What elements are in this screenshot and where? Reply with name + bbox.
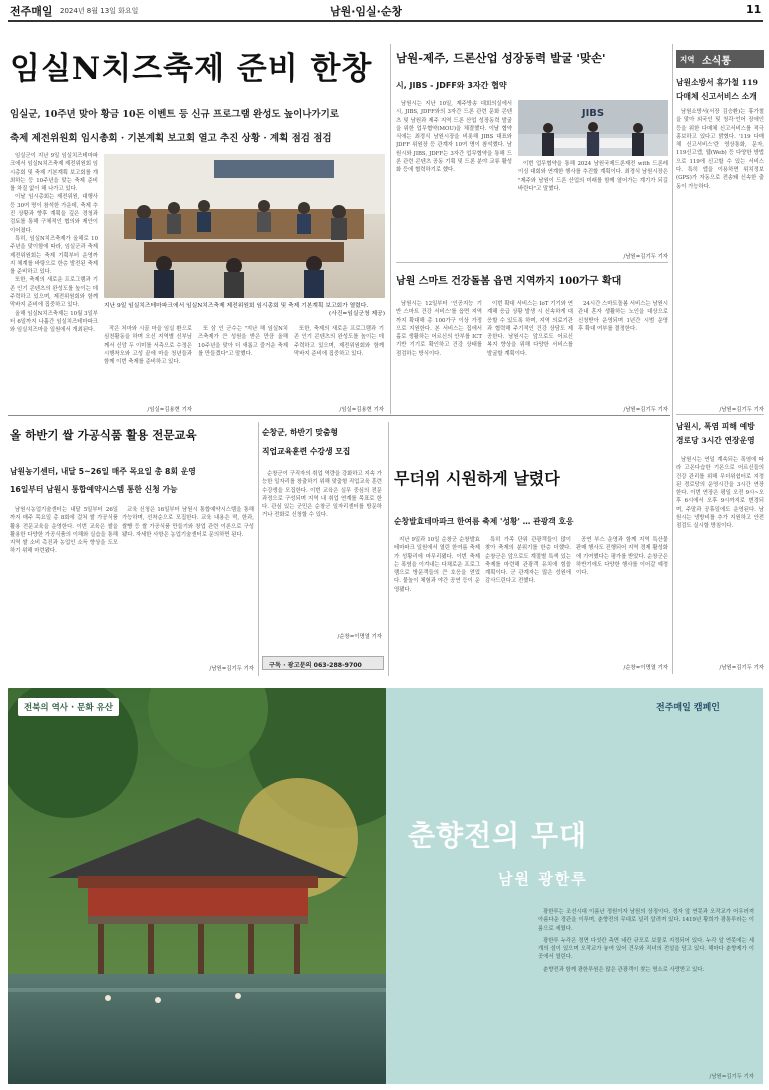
- subscription-ad-box: [262, 656, 384, 670]
- jibs-column-1: 남원시는 지난 10일, 제주방송 대회의실에서 시, JIBS, JDFF와의 3자간 드론 관련 문화 콘텐츠 및 남원과 제주 지역 드론 산업 성장동력 발굴을 위한 업무협약(MOU)을 체결했다. 이날 협약식에는 최경식 남원시장을 비롯해 JIBS 대표와 JDFF 위원장 등 관계자 10여 명이 참석했다. 남원시와 JIBS, JDFF는 3자간 업무협약을 통해 드론 관련 콘텐츠 공동 기획 및 드론 분야 교류 활성화 등에 협력하기로 했다.: [396, 101, 512, 174]
- divider-row-2: [8, 415, 670, 416]
- care-column-2: 이번 확대 서비스는 IoT 기기와 연계해 응급 상황 발생 시 신속하게 대응할 수 있도록 하며, 지역 의료기관과 협력해 주기적인 건강 상담도 제공한다. 남원시는 앞으로도 어르신 복지 향상을 위해 다양한 서비스를 발굴할 계획이다.: [487, 301, 573, 357]
- campaign-title: 춘향전의 무대: [408, 819, 588, 852]
- divider-lead: [390, 44, 391, 414]
- paper-name: 전주매일: [10, 5, 53, 18]
- care-column-3: 24시간 스마트돌봄 서비스는 남원시 관내 혼자 생활하는 노인을 대상으로 신청받아 운영되며 1년간 시범 운영 후 확대 여부를 결정한다.: [578, 301, 668, 332]
- jibs-signing-photo: [518, 100, 668, 156]
- sunchang-body: 순창군이 구직자의 취업 역량을 강화하고 지속 가능한 일자리를 창출하기 위해 맞춤형 직업교육 훈련 수강생을 모집한다. 이번 교육은 실무 중심의 전문 과정으로 구성되며 지역 내 취업 연계를 목표로 한다. 관심 있는 군민은 순창군 일자리센터를 방문하거나 전화로 신청할 수 있다.: [262, 471, 382, 519]
- masthead: [0, 0, 769, 22]
- divider-sidebar: [672, 44, 673, 674]
- divider-heat: [388, 422, 389, 676]
- sidebar-story-1-title: 남원소방서 휴가철 119 다매체 신고서비스 소개: [676, 78, 758, 101]
- lead-column-3: 또 삼 인 군수는 "지난 해 임실N치즈축제가 큰 성원을 받은 만큼 올해 10주년을 맞아 더 새롭고 즐거운 축제를 만들겠다"고 말했다.: [198, 326, 288, 357]
- section-name: 남원·임실·순창: [330, 5, 403, 18]
- sidebar-story-2-body: 남원시는 연일 계속되는 폭염에 따라 고온다습한 기온으로 어르신들의 건강 관리를 위해 무더위쉼터로 지정된 경로당의 운영시간을 3시간 연장한다. 이번 연장은 평일 오전 9시~오후 6시에서 오후 9시까지로 변경되며, 주말과 공휴일에도 운영된다. 남원시는 냉방비를 추가 지원하고 안전 점검도 실시할 방침이다.: [676, 457, 764, 530]
- rice-credit: /남원=김기두 기자: [209, 666, 254, 672]
- divider-jibs: [396, 262, 668, 263]
- sidebar-tag: 지역: [680, 55, 695, 64]
- campaign-band: [8, 688, 763, 1084]
- lead-column-3-credit: /임실=김용현 기자: [339, 407, 384, 413]
- jibs-headline: 남원-제주, 드론산업 성장동력 발굴 '맞손': [396, 51, 606, 65]
- rice-column-2: 교육 신청은 16일부터 남원시 통합예약시스템을 통해 가능하며, 선착순으로 모집한다. 교육 내용은 떡, 한과, 쌀빵 등 쌀 가공식품 만들기와 창업 관련 이론으로 구성됐다. 자세한 사항은 농업기술센터로 문의하면 된다.: [122, 507, 254, 538]
- sidebar-tag-title: 소식통: [702, 56, 731, 67]
- rice-column-1: 남원시농업기술센터는 내달 5일부터 26일까지 매주 목요일 총 8회에 걸쳐 쌀 가공식품 활용 전문교육을 운영한다. 이번 교육은 쌀을 활용한 다양한 가공식품의 이해와 실습을 통해 지역 쌀 소비 촉진과 농업인 소득 향상을 도모하기 위해 마련됐다.: [10, 507, 118, 555]
- jibs-column-2: 이번 업무협약을 통해 2024 남원국제드론제전 with 드론레이싱 대회와 연계한 행사를 추진할 계획이다. 최경식 남원시장은 "제주와 남원이 드론 산업의 미래를 함께 열어가는 계기가 되길 바란다"고 말했다.: [518, 161, 668, 192]
- lead-meeting-photo: [104, 154, 385, 298]
- lead-column-1: 임실군이 지난 9일 임실치즈테마파크에서 임실N치즈축제 제전위원회 임시총회 및 축제 기본계획 보고회를 개최하는 등 10주년을 맞는 축제 준비를 차질 없이 해 나가고 있다. 이날 임시총회는 제전위원, 대행사 등 30여 명이 참석한 가운데, 축제 추진 상황과 향후 계획을 깊은 경청과 검토를 통해 구체적인 협의와 제안이 이어졌다. 특히, 임실N치즈축제가 올해로 10주년을 맞이함에 따라, 임실군과 축제 제전위원회는 축제 기획부터 운영까지 체계를 바탕으로 한층 발전된 축제를 준비하고 있다. 또한, 축제의 새로운 프로그램과 기존 인기 콘텐츠의 완성도를 높이는 데 주력하고 있으며, 제전위원회와 함께 막바지 준비에 집중하고 있다. 올해 임실N치즈축제는 10월 3일부터 6일까지 나흘간 임실치즈테마파크와 임실치즈마을 일원에서 개최된다.: [10, 153, 98, 334]
- issue-date: 2024년 8월 13일 화요일: [60, 7, 139, 15]
- heat-column-1: 지난 9일과 10일 순창군 순창발효테마파크 일원에서 열린 한여름 축제가 성황리에 마무리됐다. 이번 축제는 폭염을 이겨내는 다채로운 프로그램으로 방문객들의 큰 호응을 얻었다. 물놀이 체험과 야간 공연 등이 운영됐다.: [394, 537, 480, 593]
- jibs-credit: /남원=김기두 기자: [623, 254, 668, 260]
- rice-subheadline-1: 남원농기센터, 내달 5~26일 매주 목요일 총 8회 운영: [10, 467, 196, 476]
- campaign-subtitle: 남원 광한루: [498, 870, 588, 888]
- masthead-rule: [8, 20, 763, 22]
- heat-column-2: 특히 가족 단위 관광객들이 많이 찾아 축제의 분위기를 한층 더했다. 순창군은 앞으로도 계절별 특색 있는 축제를 마련해 관광객 유치에 힘쓸 계획이다. 군 관계자는 많은 성원에 감사드린다고 전했다.: [485, 537, 571, 585]
- lead-column-2: 작은 처마와 시골 마을 임실 환으로 심천활동을 하며 오신 지역별 신부님께서 신앙 두 이미를 서측으로 수정은 시행착오와 고성 끝에 마을 청년들과 함께 이번 축제를 준비하고 있다.: [104, 326, 192, 366]
- sunchang-headline: 순창군, 하반기 맞춤형: [262, 428, 338, 437]
- heat-credit: /순창=이명열 기자: [623, 665, 668, 671]
- campaign-tag: 전북의 역사 · 문화 유산: [18, 698, 119, 716]
- campaign-body: 광한루는 조선시대 이름난 정원이자 남원의 상징이다. 정자 앞 연못과 오작교가 어우러져 아름다운 경관을 이루며, 춘향전의 무대로 널리 알려져 있다. 1419년 황희가 광통루라는 이름으로 세웠다. 광한루 누각은 정면 다섯칸 측면 네칸 규모로 보물로 지정되어 있다. 누각 앞 연못에는 세 개의 섬이 있으며 오작교가 놓여 있어 견우와 직녀의 전설을 담고 있다. 해마다 춘향제가 이곳에서 열린다. 춘향전과 함께 광한루원은 많은 관광객이 찾는 명소로 사랑받고 있다.: [538, 909, 754, 973]
- sunchang-credit: /순창=이명열 기자: [337, 634, 382, 640]
- sidebar-story-2-credit: /남원=김기두 기자: [719, 665, 764, 671]
- divider-rice: [258, 422, 259, 676]
- lead-subheadline-1: 임실군, 10주년 맞아 황금 10돈 이벤트 등 신규 프로그램 완성도 높이나가기로: [10, 109, 339, 120]
- sidebar-story-1-credit: /남원=김기두 기자: [719, 407, 764, 413]
- heat-subheadline: 순창발효테마파크 한여름 축제 '성황' … 관광객 호응: [394, 517, 574, 526]
- jibs-subheadline: 시, JIBS - JDFF와 3자간 협약: [396, 81, 507, 90]
- lead-column-2-credit: /임실=김용현 기자: [147, 407, 192, 413]
- sidebar-header: [676, 50, 764, 68]
- rice-subheadline-2: 16일부터 남원시 통합예약시스템 통한 신청 가능: [10, 485, 178, 494]
- care-column-1: 남원시는 12일부터 '인공지능 기반 스마트 건강 서비스'를 읍면 지역까지 확대해 총 100가구 이상 가정으로 지원한다. 본 서비스는 집에서 홀로 생활하는 어르신의 안부를 ICT 기반 기기로 확인하고 건강 상태를 점검하는 방식이다.: [396, 301, 482, 357]
- lead-headline: 임실N치즈축제 준비 한창: [10, 51, 373, 87]
- heat-headline: 무더위 시원하게 날렸다: [394, 469, 560, 488]
- heat-column-3: 공연 부스 운영과 함께 지역 특산물 판매 행사도 진행되어 지역 경제 활성화에 기여했다는 평가를 받았다. 순창군은 하반기에도 다양한 행사를 이어갈 예정이다.: [576, 537, 668, 577]
- gwanghallu-photo: [8, 688, 386, 1084]
- care-credit: /남원=김기두 기자: [623, 407, 668, 413]
- lead-subheadline-2: 축제 제전위원회 임시총회 · 기본계획 보고회 열고 추진 상황 · 계획 점검 점검: [10, 133, 332, 144]
- rice-headline: 올 하반기 쌀 가공식품 활용 전문교육: [10, 428, 197, 442]
- jibs-logo-sign: JIBS: [581, 108, 605, 119]
- sunchang-subheadline: 직업교육훈련 수강생 모집: [262, 447, 351, 456]
- sidebar-story-2-title: 남원시, 폭염 피해 예방 경로당 3시간 연장운영: [676, 422, 755, 445]
- campaign-badge: 전주매일 캠페인: [656, 703, 720, 713]
- sidebar-story-1-body: 남원소방서(서장 김승환)는 휴가철을 맞아 외국인 및 청각·언어 장애인 등을 위한 다매체 신고서비스를 적극 홍보하고 있다고 밝혔다. '119 다매체 신고서비스'란 영상통화, 문자, 119신고앱, 웹(Web) 등 다양한 방법으로 119에 신고할 수 있는 서비스다. 특히 앱을 이용하면 위치정보(GPS)가 자동으로 전송돼 신속한 출동이 가능하다.: [676, 109, 764, 190]
- lead-photo-caption: 지난 9일 임실치즈테마파크에서 임실N치즈축제 제전위원회 임시총회 및 축제 기본계획 보고회가 열렸다. (사진=임실군청 제공): [104, 303, 385, 317]
- lead-column-4: 또한, 축제의 새로운 프로그램과 기존 인기 콘텐츠의 완성도를 높이는 데 주력하고 있으며, 제전위원회와 함께 막바지 준비에 집중하고 있다.: [294, 326, 384, 357]
- divider-sidebar-stories: [676, 414, 764, 415]
- campaign-credit: /남원=김기두 기자: [709, 1074, 754, 1080]
- page-number: 11: [746, 3, 762, 16]
- subscription-ad-text: 구독 · 광고문의 063-288-9700: [269, 662, 362, 669]
- care-headline: 남원 스마트 건강돌봄 읍면 지역까지 100가구 확대: [396, 276, 622, 287]
